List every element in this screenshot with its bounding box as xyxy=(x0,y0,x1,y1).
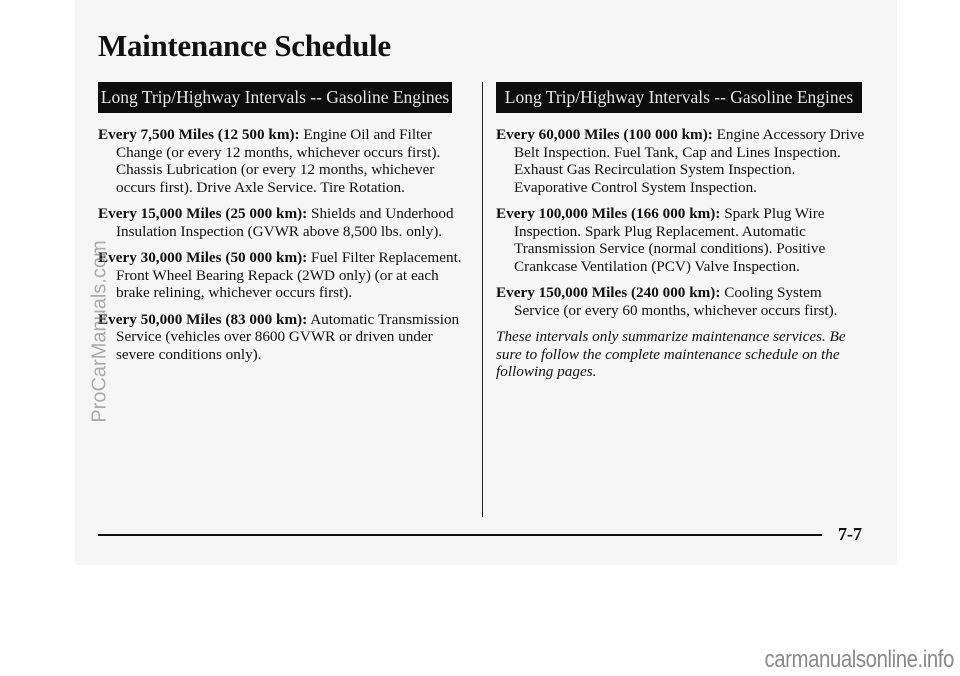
interval-entry xyxy=(496,284,866,319)
left-column xyxy=(98,126,468,372)
page-title: Maintenance Schedule xyxy=(98,28,391,63)
interval-label: Every 15,000 Miles (25 000 km): xyxy=(98,205,308,222)
interval-label: Every 50,000 Miles (83 000 km): xyxy=(98,310,308,328)
column-divider xyxy=(482,82,483,517)
interval-text: Spark Plug Wire Inspection. Spark Plug Replacement. Automatic Transmission Service (normal conditions). Positive Crankcase Ventilation (PCV) Valve Inspection. xyxy=(514,205,826,275)
summary-note: These intervals only summarize maintenance services. Be sure to follow the complete maintenance schedule on the following pages. xyxy=(496,328,846,380)
left-section-banner: Long Trip/Highway Intervals -- Gasoline Engines xyxy=(98,82,452,113)
side-watermark: ProCarManuals.com xyxy=(88,240,111,423)
interval-entry xyxy=(98,311,468,364)
interval-entry xyxy=(98,249,468,302)
interval-label: Every 30,000 Miles (50 000 km): xyxy=(98,249,308,266)
interval-text: Shields and Underhood Insulation Inspection (GVWR above 8,500 lbs. only). xyxy=(116,205,454,240)
footer-rule xyxy=(98,534,822,536)
interval-text: Automatic Transmission Service (vehicles over 8600 GVWR or driven under severe conditions only). xyxy=(116,310,460,363)
interval-entry xyxy=(496,126,866,196)
interval-text: Fuel Filter Replacement. Front Wheel Bearing Repack (2WD only) (or at each brake relining, whichever occurs first). xyxy=(116,249,462,301)
interval-text: Cooling System Service (or every 60 months, whichever occurs first). xyxy=(514,284,838,319)
right-section-banner: Long Trip/Highway Intervals -- Gasoline Engines xyxy=(496,82,862,113)
interval-label: Every 7,500 Miles (12 500 km): xyxy=(98,126,300,143)
interval-entry xyxy=(98,205,468,240)
bottom-watermark: carmanualsonline.info xyxy=(764,646,954,673)
interval-text: Engine Accessory Drive Belt Inspection. Fuel Tank, Cap and Lines Inspection. Exhaust Gas Recirculation System Inspection. Evaporative Control System Inspection. xyxy=(514,126,865,196)
interval-entry xyxy=(98,126,468,196)
right-column xyxy=(496,126,866,381)
interval-entry xyxy=(496,205,866,275)
interval-label: Every 60,000 Miles (100 000 km): xyxy=(496,126,713,143)
page-number: 7-7 xyxy=(838,524,862,544)
interval-label: Every 100,000 Miles (166 000 km): xyxy=(496,205,721,222)
interval-label: Every 150,000 Miles (240 000 km): xyxy=(496,284,721,301)
interval-text: Engine Oil and Filter Change (or every 12 months, whichever occurs first). Chassis Lubrication (or every 12 months, whichever occurs first). Drive Axle Service. Tire Rotation. xyxy=(116,126,441,196)
